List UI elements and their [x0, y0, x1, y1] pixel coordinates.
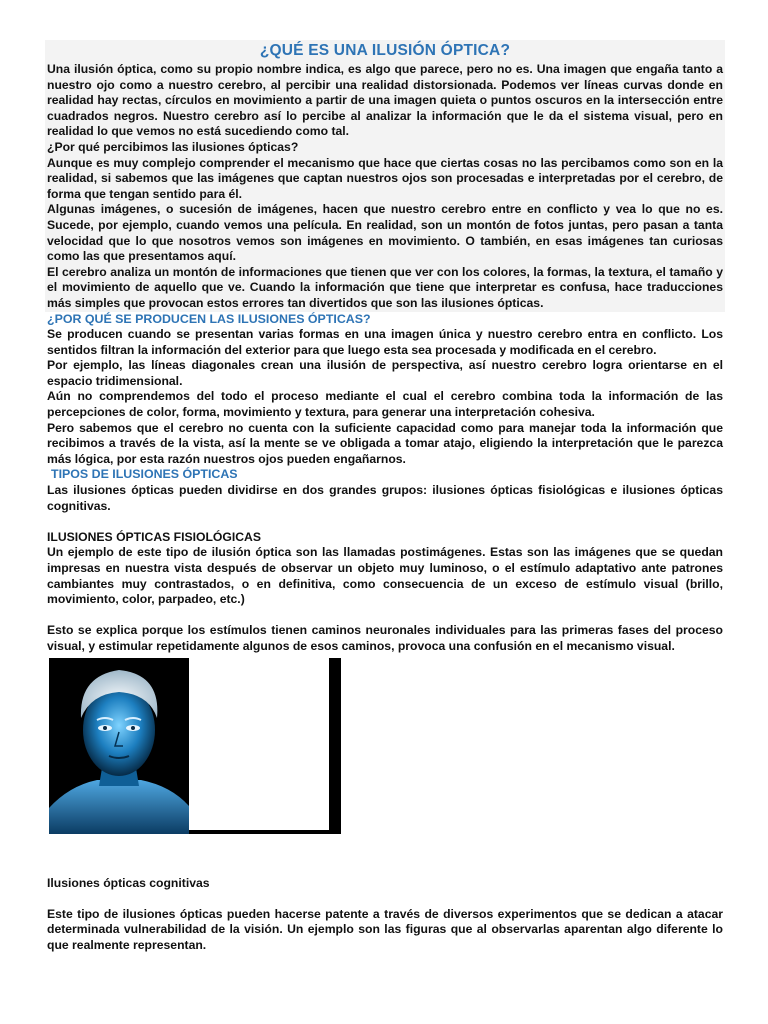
afterimage-figure — [49, 658, 341, 834]
intro-paragraph-4: El cerebro analiza un montón de informaciones que tienen que ver con los colores, la formas, la textura, el tamaño y el movimiento de aquello que ve. Cuando la información que tiene que interpretar es confusa, hace traducciones más simples que provocan estos errores tan divertidos que son las ilusiones ópticas. — [47, 264, 723, 310]
heading-cognitive: Ilusiones ópticas cognitivas — [47, 875, 210, 890]
intro-paragraph-3: Algunas imágenes, o sucesión de imágenes, hacen que nuestro cerebro entre en conflicto y vea lo que no es. Sucede, por ejemplo, cuando vemos una película. En realidad, son un montón de fotos juntas, pero pasan a tanta velocidad que lo que nosotros vemos son imágenes en movimiento. O también, en esas imágenes tan curiosas como las que presentamos aquí. — [47, 202, 723, 264]
physiological-paragraph-2: Esto se explica porque los estímulos tienen caminos neuronales individuales para las primeras fases del proceso visual, y estimular repetidamente algunos de esos caminos, provoca una confusión en el mecanismo visual. — [47, 623, 723, 653]
types-paragraph: Las ilusiones ópticas pueden dividirse en dos grandes grupos: ilusiones ópticas fisiológicas e ilusiones ópticas cognitivas. — [47, 483, 723, 513]
spacer — [47, 608, 723, 624]
physiological-paragraph-1: Un ejemplo de este tipo de ilusión óptica son las llamadas postimágenes. Estas son las imágenes que se quedan impresas en nuestra vista después de observar un objeto muy luminoso, o el estímulo adaptativo ante patrones cambiantes muy contrastados, o en definitiva, como consecuencia de un exceso de estímulo visual (brillo, movimiento, color, parpadeo, etc.) — [47, 545, 723, 607]
heading-why: ¿POR QUÉ SE PRODUCEN LAS ILUSIONES ÓPTICAS? — [47, 311, 371, 326]
intro-section — [45, 40, 725, 312]
spacer — [47, 514, 723, 530]
heading-types: TIPOS DE ILUSIONES ÓPTICAS — [51, 467, 238, 482]
why-paragraph-4: Pero sabemos que el cerebro no cuenta con la suficiente capacidad como para manejar toda la información que recibimos a través de la vista, así la mente se ve obligada a tomar atajo, eligiendo la interpretación que le parezca más lógica, por esta razón nuestros ojos pueden engañarnos. — [47, 420, 723, 466]
intro-question-heading: ¿Por qué percibimos las ilusiones ópticas? — [47, 139, 299, 154]
document-page — [47, 40, 723, 954]
heading-physiological: ILUSIONES ÓPTICAS FISIOLÓGICAS — [47, 529, 261, 544]
cognitive-paragraph: Este tipo de ilusiones ópticas pueden hacerse patente a través de diversos experimentos que se dedican a atacar determinada vulnerabilidad de la visión. Un ejemplo son las figuras que al observarlas aparentan algo diferente lo que realmente representan. — [47, 906, 723, 952]
white-fixation-panel — [189, 658, 329, 830]
inverted-portrait-image — [49, 658, 189, 834]
page-title: ¿QUÉ ES UNA ILUSIÓN ÓPTICA? — [259, 42, 511, 59]
intro-paragraph-2: Aunque es muy complejo comprender el mecanismo que hace que ciertas cosas no las percibamos como son en la realidad, si sabemos que las imágenes que captan nuestros ojos son procesadas e interpretadas por el cerebro, de forma que tengan sentido para él. — [47, 155, 723, 201]
spacer — [47, 891, 723, 907]
why-paragraph-1: Se producen cuando se presentan varias formas en una imagen única y nuestro cerebro entra en conflicto. Los sentidos filtran la información del exterior para que luego esta sea procesada y modificada en el cerebro. — [47, 327, 723, 357]
why-paragraph-3: Aún no comprendemos del todo el proceso mediante el cual el cerebro combina toda la información de las percepciones de color, forma, movimiento y textura, para generar una interpretación cohesiva. — [47, 389, 723, 420]
spacer — [47, 834, 723, 876]
why-paragraph-2: Por ejemplo, las líneas diagonales crean una ilusión de perspectiva, así nuestro cerebro logra orientarse en el espacio tridimensional. — [47, 358, 723, 388]
intro-paragraph-1: Una ilusión óptica, como su propio nombre indica, es algo que parece, pero no es. Una imagen que engaña tanto a nuestro ojo como a nuestro cerebro, al percibir una realidad distorsionada. Podemos ver líneas curvas donde en realidad hay rectas, círculos en movimiento a partir de una imagen quieta o puntos oscuros en la intersección entre cuadrados negros. Nuestro cerebro así lo percibe al analizar la información que le da el sistema visual, pero en realidad lo que vemos no está sucediendo como tal. — [47, 62, 723, 139]
